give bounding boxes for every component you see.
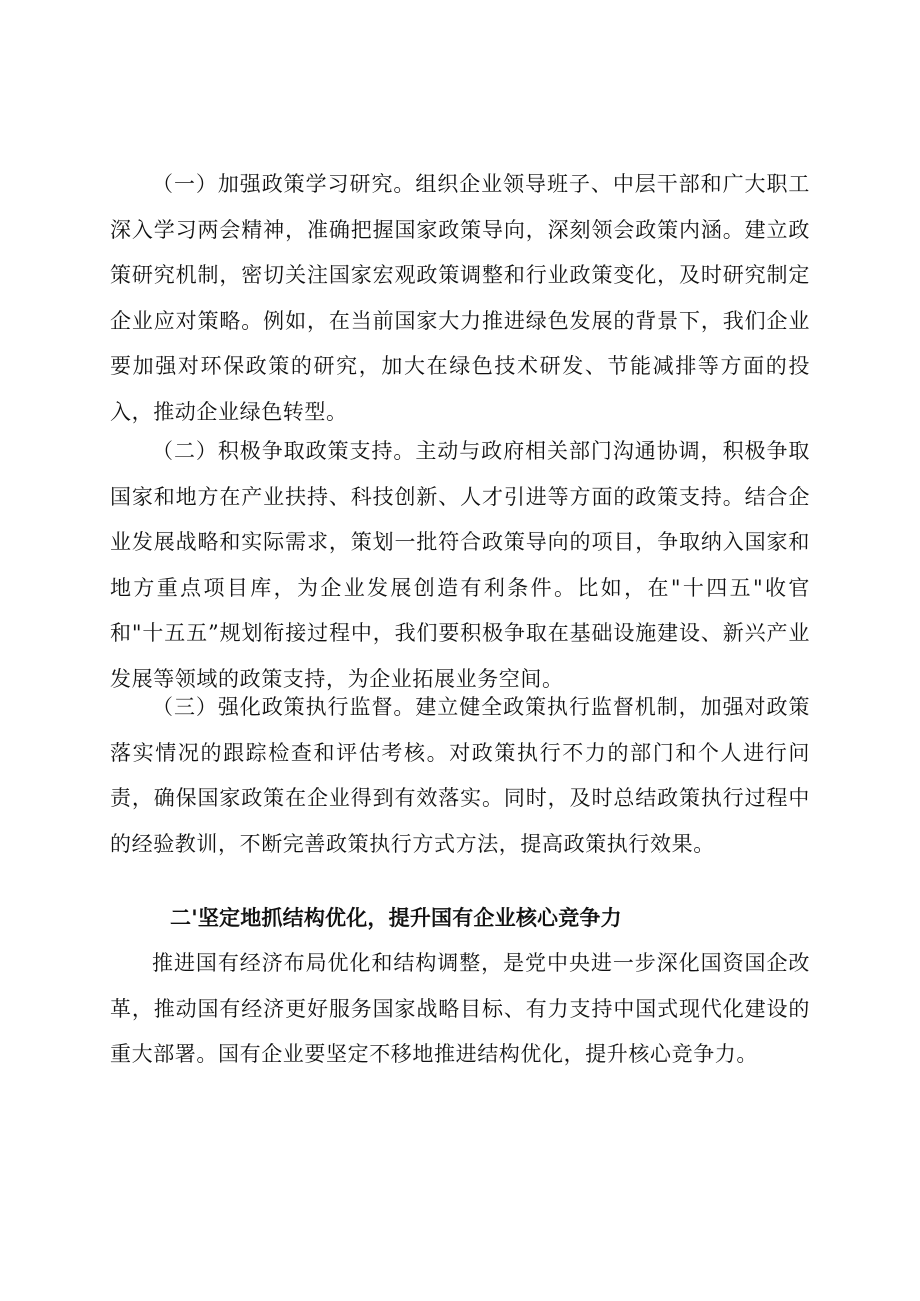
paragraph-policy-supervision: （三）强化政策执行监督。建立健全政策执行监督机制，加强对政策落实情况的跟踪检查和评估考核。对政策执行不力的部门和个人进行问责，确保国家政策在企业得到有效落实。同时，及时总结政策执行过程中的经验教训，不断完善政策执行方式方法，提高政策执行效果。 [110,695,810,856]
paragraph-policy-support: （二）积极争取政策支持。主动与政府相关部门沟通协调，积极争取国家和地方在产业扶持、科技创新、人才引进等方面的政策支持。结合企业发展战略和实际需求，策划一批符合政策导向的项目，争取纳入国家和地方重点项目库，为企业发展创造有利条件。比如，在"十四五"收官和"十五五”规划衔接过程中，我们要积极争取在基础设施建设、新兴产业发展等领域的政策支持，为企业拓展业务空间。 [110,439,810,691]
paragraph-policy-study: （一）加强政策学习研究。组织企业领导班子、中层干部和广大职工深入学习两会精神，准确把握国家政策导向，深刻领会政策内涵。建立政策研究机制，密切关注国家宏观政策调整和行业政策变化，及时研究制定企业应对策略。例如，在当前国家大力推进绿色发展的背景下，我们企业要加强对环保政策的研究，加大在绿色技术研发、节能减排等方面的投入，推动企业绿色转型。 [110,172,810,424]
paragraph-structure-optimization: 推进国有经济布局优化和结构调整，是党中央进一步深化国资国企改革，推动国有经济更好服务国家战略目标、有力支持中国式现代化建设的重大部署。国有企业要坚定不移地推进结构优化，提升核心竞争力。 [110,951,810,1067]
section-heading-structure-optimization: 二'坚定地抓结构优化，提升国有企业核心竞争力 [170,906,622,930]
